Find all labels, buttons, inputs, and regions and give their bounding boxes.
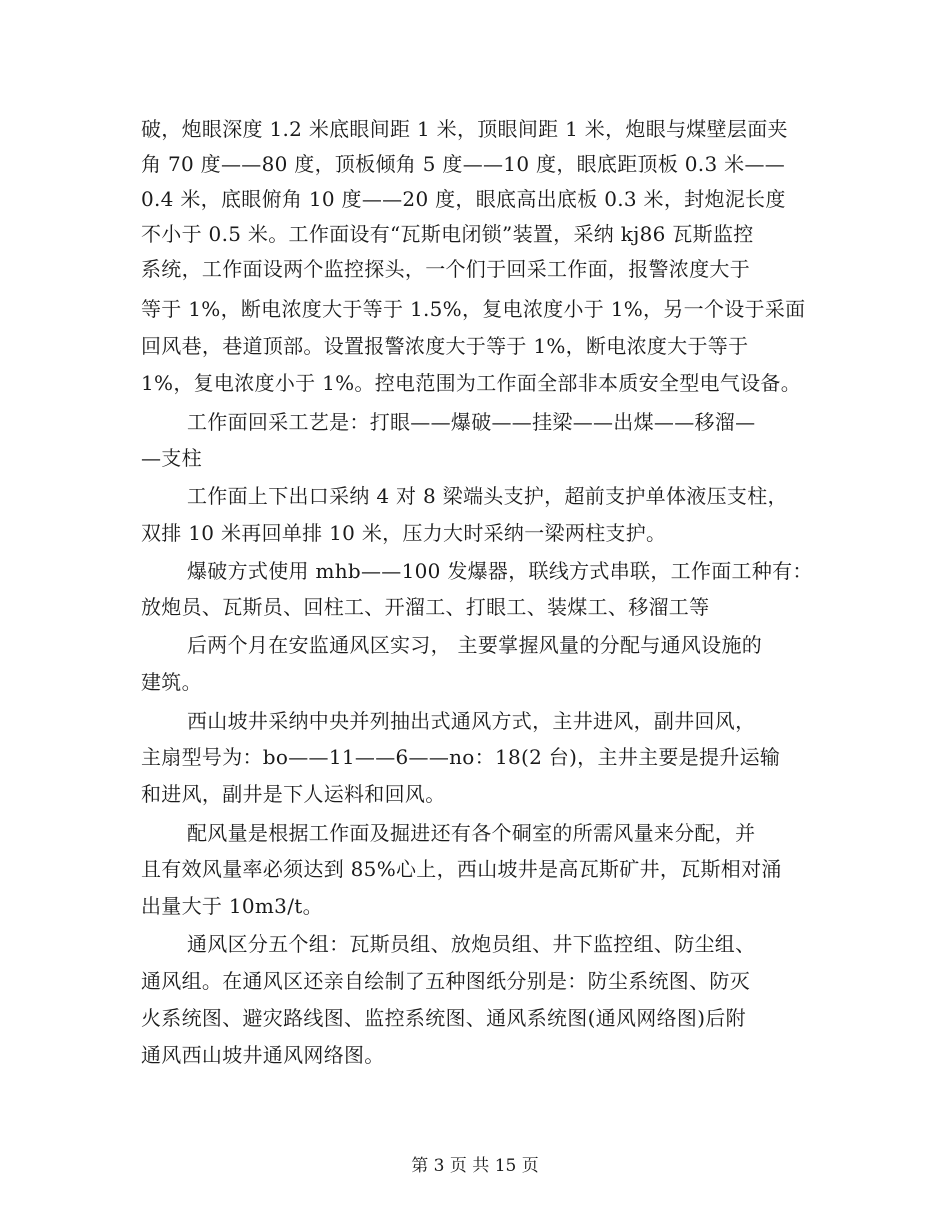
text-line: 通风组。在通风区还亲自绘制了五种图纸分别是：防尘系统图、防灭	[141, 969, 750, 993]
text-line: 等于 1%，断电浓度大于等于 1.5%，复电浓度小于 1%，另一个设于采面	[141, 297, 806, 321]
text-line: 配风量是根据工作面及掘进还有各个硐室的所需风量来分配，并	[187, 821, 756, 845]
text-line: 建筑。	[141, 670, 202, 694]
text-line: 爆破方式使用 mhb——100 发爆器，联线方式串联，工作面工种有：	[187, 559, 813, 583]
text-line: 放炮员、瓦斯员、回柱工、开溜工、打眼工、装煤工、移溜工等	[141, 595, 710, 619]
text-line: 后两个月在安监通风区实习， 主要掌握风量的分配与通风设施的	[187, 633, 763, 657]
text-line: 0.4 米，底眼俯角 10 度——20 度，眼底高出底板 0.3 米，封炮泥长度	[141, 187, 786, 211]
text-line: 和进风，副井是下人运料和回风。	[141, 782, 446, 806]
text-line: 工作面上下出口采纳 4 对 8 梁端头支护，超前支护单体液压支柱，	[187, 484, 788, 508]
text-line: 角 70 度——80 度，顶板倾角 5 度——10 度，眼底距顶板 0.3 米——	[141, 152, 786, 176]
text-line: —支柱	[141, 446, 202, 470]
text-line: 破，炮眼深度 1.2 米底眼间距 1 米，顶眼间距 1 米，炮眼与煤壁层面夹	[141, 117, 788, 141]
page-number-footer: 第 3 页 共 15 页	[411, 1156, 539, 1176]
text-line: 通风区分五个组：瓦斯员组、放炮员组、井下监控组、防尘组、	[187, 932, 756, 956]
text-line: 主扇型号为：bo——11——6——no：18(2 台)，主井主要是提升运输	[141, 745, 781, 769]
text-line: 双排 10 米再回单排 10 米，压力大时采纳一梁两柱支护。	[141, 521, 667, 545]
text-line: 火系统图、避灾路线图、监控系统图、通风系统图(通风网络图)后附	[141, 1006, 746, 1030]
text-line: 通风西山坡井通风网络图。	[141, 1043, 385, 1067]
text-line: 且有效风量率必须达到 85%心上，西山坡井是高瓦斯矿井，瓦斯相对涌	[141, 857, 782, 881]
text-line: 西山坡井采纳中央并列抽出式通风方式，主井进风，副井回风，	[187, 709, 756, 733]
text-line: 回风巷，巷道顶部。设置报警浓度大于等于 1%，断电浓度大于等于	[141, 334, 749, 358]
text-line: 1%，复电浓度小于 1%。控电范围为工作面全部非本质安全型电气设备。	[141, 371, 802, 395]
text-line: 不小于 0.5 米。工作面设有“瓦斯电闭锁”装置，采纳 kj86 瓦斯监控	[141, 222, 754, 246]
text-line: 工作面回采工艺是：打眼——爆破——挂梁——出煤——移溜—	[187, 410, 756, 434]
text-line: 系统，工作面设两个监控探头，一个们于回采工作面，报警浓度大于	[141, 257, 750, 281]
text-line: 出量大于 10m3/t。	[141, 894, 323, 918]
